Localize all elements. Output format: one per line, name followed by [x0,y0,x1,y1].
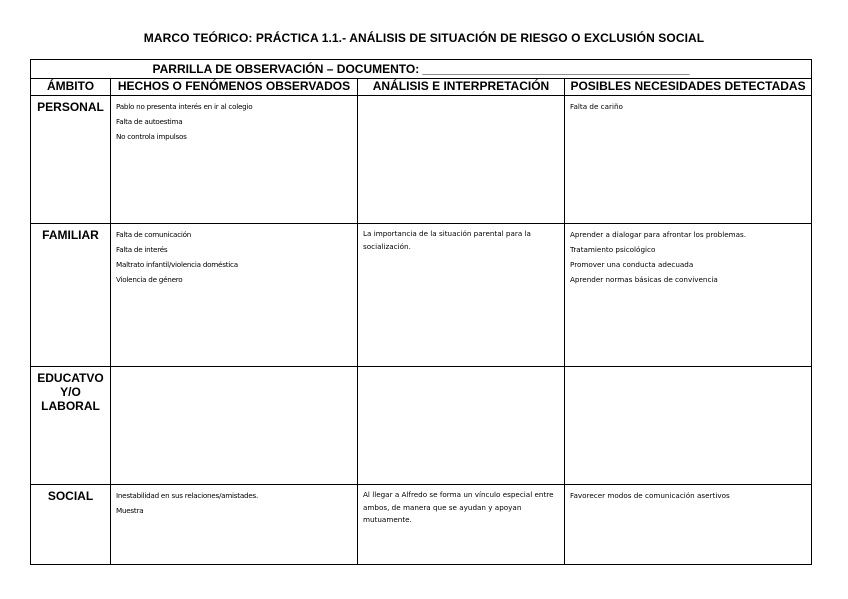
list-item: Promover una conducta adecuada [570,260,694,269]
table-row-social [31,485,812,565]
list-item: Falta de autoestima [116,117,183,126]
analisis-cell-familiar [358,224,565,367]
area-label-line: Y/O [60,385,81,399]
area-label-familiar: FAMILIAR [31,224,111,367]
column-header-ambito: ÁMBITO [31,79,111,96]
list-item: Pablo no presenta interés en ir al colegio [116,102,253,111]
list-item: Tratamiento psicológico [570,245,656,254]
list-item: Falta de interés [116,245,168,254]
table-row-personal [31,96,812,224]
area-label-personal: PERSONAL [31,96,111,224]
analisis-cell-social [358,485,565,565]
hechos-cell-educativo [111,367,358,485]
list-item: Inestabilidad en sus relaciones/amistades. [116,491,259,500]
analisis-cell-educativo [358,367,565,485]
necesidades-cell-familiar [565,224,812,367]
list-item: Violencia de género [116,275,183,284]
area-label-line: EDUCATVO [37,371,104,385]
list-item: Falta de cariño [570,102,623,111]
area-label-educativo [31,367,111,485]
list-item: Aprender normas básicas de convivencia [570,275,718,284]
list-item: Muestra [116,506,144,515]
analisis-cell-personal [358,96,565,224]
observation-grid [30,59,812,565]
column-header-analisis: ANÁLISIS E INTERPRETACIÓN [358,79,565,96]
list-item: No controla impulsos [116,132,187,141]
analisis-text-social: Al llegar a Alfredo se forma un vínculo especial entre ambos, de manera que se ayudan y apoyan mutuamente. [363,490,554,524]
column-header-necesidades: POSIBLES NECESIDADES DETECTADAS [565,79,812,96]
list-item: Favorecer modos de comunicación asertivos [570,491,730,500]
hechos-cell-personal [111,96,358,224]
necesidades-cell-educativo [565,367,812,485]
necesidades-cell-social [565,485,812,565]
column-header-hechos: HECHOS O FENÓMENOS OBSERVADOS [111,79,358,96]
list-item: Maltrato infantil/violencia doméstica [116,260,238,269]
grid-banner: PARRILLA DE OBSERVACIÓN – DOCUMENTO: ________________________________________ [31,60,812,79]
table-row-familiar [31,224,812,367]
analisis-text-familiar: La importancia de la situación parental para la socialización. [363,229,531,251]
area-label-line: LABORAL [41,399,100,413]
list-item: Aprender a dialogar para afrontar los problemas. [570,230,747,239]
list-item: Falta de comunicación [116,230,192,239]
hechos-cell-familiar [111,224,358,367]
document-title: MARCO TEÓRICO: PRÁCTICA 1.1.- ANÁLISIS DE SITUACIÓN DE RIESGO O EXCLUSIÓN SOCIAL [143,31,705,45]
necesidades-cell-personal [565,96,812,224]
area-label-social: SOCIAL [31,485,111,565]
hechos-cell-social [111,485,358,565]
table-row-educativo [31,367,812,485]
